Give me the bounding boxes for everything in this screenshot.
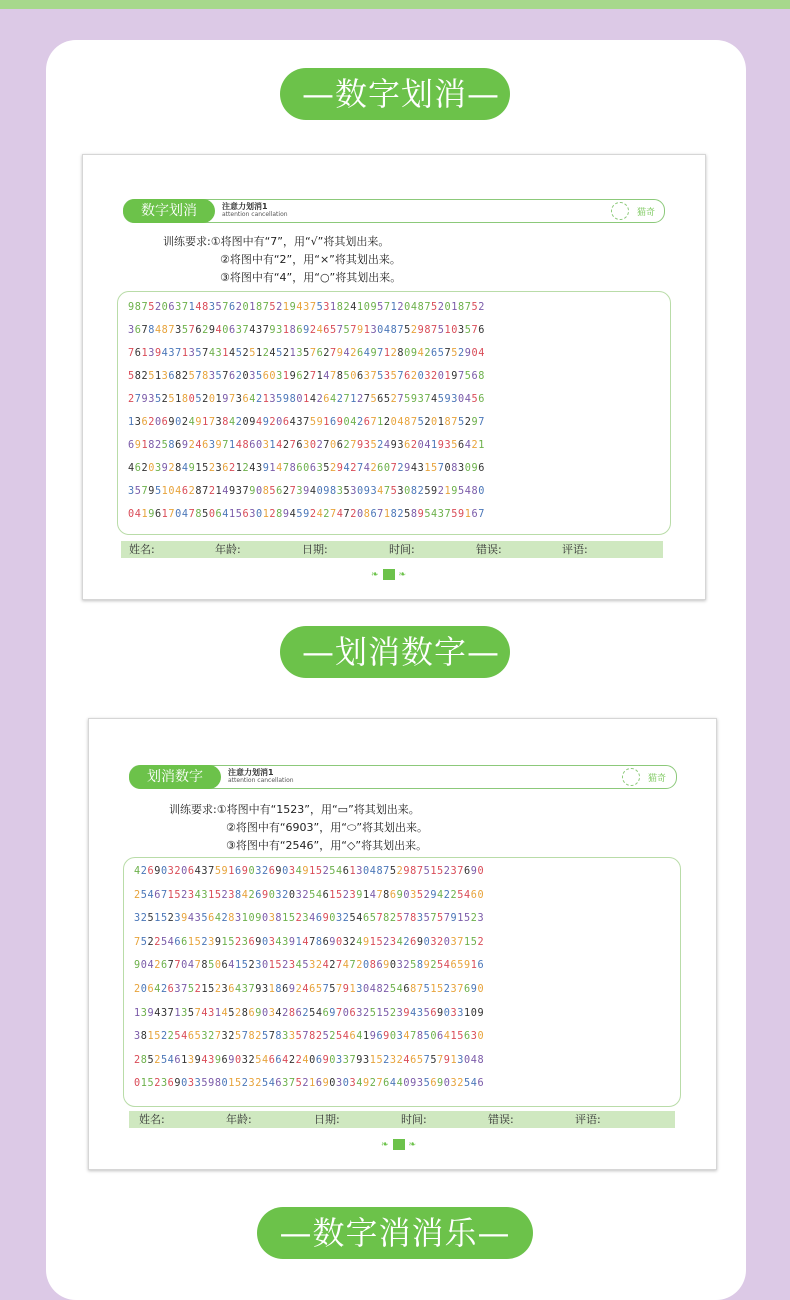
footer-age: 年龄: — [226, 1113, 252, 1126]
digit-row: 1394371357431452869034286254697063251523943569033109 — [134, 1007, 485, 1019]
requirement-2: ②将图中有“6903”，用“⬭”将其划出来。 — [226, 821, 429, 834]
logo-text: 猫奇 — [637, 208, 656, 218]
requirement-3: ③将图中有“4”，用“○”将其划出来。 — [220, 271, 402, 284]
footer-comments: 评语: — [562, 543, 588, 556]
digit-row: 0152369033598015232546375216903034927644093569032546 — [134, 1078, 485, 1090]
digit-row: 4269032064375916903269034915254613048752987515237690 — [134, 866, 485, 877]
footer-time: 时间: — [389, 543, 415, 556]
logo-icon — [622, 768, 640, 786]
digit-row: 36784873576294063743793186924657579130487529875103576 — [128, 325, 485, 336]
digit-row: 9042677047850641523015234532427472086903258925465916 — [134, 960, 485, 972]
sheet-header — [123, 199, 665, 223]
info-footer — [129, 1111, 675, 1128]
footer-name: 姓名: — [139, 1113, 165, 1126]
section-title-3: —数字消消乐— — [257, 1207, 533, 1259]
digit-row: 35795104628721493790856273940983530934753082592195480 — [128, 486, 485, 497]
digit-row: 69182586924639714860314276302706279352493620419356421 — [128, 440, 485, 451]
page-badge-icon: ❧ ❧ — [371, 570, 407, 580]
sheet-header — [129, 765, 677, 789]
digit-row: 58251368257835762035603196271478506375357620320197568 — [128, 371, 485, 382]
footer-errors: 错误: — [488, 1113, 514, 1126]
section-title-2: —划消数字— — [280, 626, 510, 678]
sheet-tag: 划消数字 — [129, 765, 221, 789]
digit-row: 04196170478506415630128945924274720867182589543759167 — [128, 509, 485, 520]
footer-date: 日期: — [314, 1113, 340, 1126]
digit-row: 3815225465327325782578335782525464196903478506415630 — [134, 1031, 485, 1043]
sheet-subtitle: 注意力划消1 — [228, 768, 274, 777]
digit-row: 2546715234315238426903203254615239147869035294225460 — [134, 889, 485, 901]
digit-row: 46203928491523621243914786063529427426072943157083096 — [128, 463, 485, 474]
footer-age: 年龄: — [215, 543, 241, 556]
footer-errors: 错误: — [476, 543, 502, 556]
requirements-label: 训练要求: — [163, 235, 211, 248]
digit-row: 27935251805201973642135980142642712756527593745930456 — [128, 394, 485, 405]
top-accent-bar — [0, 0, 790, 9]
digit-row: 13620690249173842094920643759169042671204875201875297 — [128, 417, 485, 428]
worksheet-1 — [82, 154, 706, 600]
digit-row: 98752063714835762018752194375318241095712048752018752 — [128, 302, 485, 313]
logo-icon — [611, 202, 629, 220]
requirement-3: ③将图中有“2546”，用“◇”将其划出来。 — [226, 839, 428, 852]
requirements-label: 训练要求: — [169, 803, 217, 816]
footer-name: 姓名: — [129, 543, 155, 556]
footer-time: 时间: — [401, 1113, 427, 1126]
footer-date: 日期: — [302, 543, 328, 556]
sheet-subtitle-en: attention cancellation — [222, 211, 288, 218]
sheet-tag: 数字划消 — [123, 199, 215, 223]
info-footer — [121, 541, 663, 558]
digit-grid — [123, 857, 681, 1107]
digit-grid — [117, 291, 671, 535]
sheet-subtitle: 注意力划消1 — [222, 202, 268, 211]
requirement-1: ①将图中有“1523”，用“▭”将其划出来。 — [216, 803, 420, 816]
requirement-2: ②将图中有“2”，用“×”将其划出来。 — [220, 253, 401, 266]
digit-row: 76139437135743145251245213576279426497128094265752904 — [128, 348, 485, 359]
training-requirements — [163, 233, 401, 287]
digit-row: 2852546139439690325466422406903379315232465757913048 — [134, 1054, 485, 1066]
sheet-subtitle-en: attention cancellation — [228, 777, 294, 784]
digit-row: 3251523943564283109038152346903254657825783575791523 — [134, 913, 485, 925]
digit-row: 7522546615239152369034391478690324915234269032037152 — [134, 936, 485, 948]
section-title-1: —数字划消— — [280, 68, 510, 120]
worksheet-2 — [88, 718, 717, 1170]
training-requirements — [169, 801, 428, 855]
page-badge-icon: ❧ ❧ — [381, 1140, 417, 1150]
logo-text: 猫奇 — [648, 774, 667, 784]
digit-row: 2064263752152364379318692465757913048254687515237690 — [134, 984, 485, 995]
footer-comments: 评语: — [575, 1113, 601, 1126]
requirement-1: ①将图中有“7”，用“√”将其划出来。 — [210, 235, 390, 248]
